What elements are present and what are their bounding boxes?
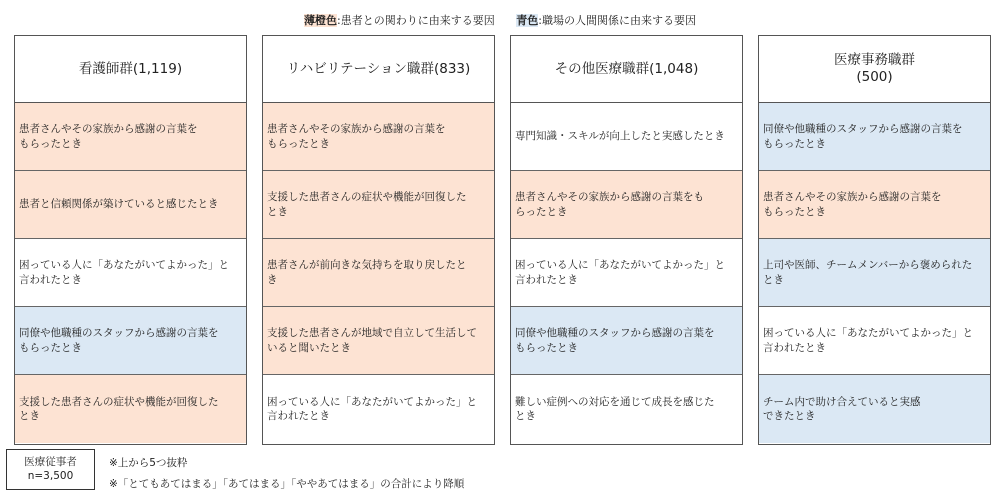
column-title: 医療事務職群 (500)	[759, 36, 990, 103]
legend-blue-key: 青色	[516, 14, 539, 27]
sample-size-box	[6, 449, 95, 490]
ranked-item: 患者さんが前向きな気持ちを取り戻したと き	[263, 239, 494, 307]
ranked-item: 困っている人に「あなたがいてよかった」と 言われたとき	[263, 375, 494, 443]
column-other-medical	[510, 35, 743, 445]
ranked-item: 患者さんやその家族から感謝の言葉をも らったとき	[511, 171, 742, 239]
ranked-item: 支援した患者さんの症状や機能が回復した とき	[15, 375, 246, 443]
ranked-item: 専門知識・スキルが向上したと実感したとき	[511, 103, 742, 171]
ranked-item: 患者と信頼関係が築けていると感じたとき	[15, 171, 246, 239]
ranked-item: 患者さんやその家族から感謝の言葉を もらったとき	[759, 171, 990, 239]
legend-blue-text: :職場の人間関係に由来する要因	[538, 14, 696, 27]
ranked-item: 支援した患者さんが地域で自立して生活して いると聞いたとき	[263, 307, 494, 375]
legend-orange-key: 薄橙色	[304, 14, 338, 27]
sample-label: 医療従事者	[24, 455, 77, 468]
ranked-item: 困っている人に「あなたがいてよかった」と 言われたとき	[511, 239, 742, 307]
ranked-item: 同僚や他職種のスタッフから感謝の言葉を もらったとき	[511, 307, 742, 375]
ranked-item: 支援した患者さんの症状や機能が回復した とき	[263, 171, 494, 239]
ranked-item: 患者さんやその家族から感謝の言葉を もらったとき	[263, 103, 494, 171]
column-title: 看護師群(1,119)	[15, 36, 246, 103]
column-medical-office	[758, 35, 991, 445]
column-rehabilitation	[262, 35, 495, 445]
ranked-item: チーム内で助け合えていると実感 できたとき	[759, 375, 990, 443]
ranked-item: 同僚や他職種のスタッフから感謝の言葉を もらったとき	[15, 307, 246, 375]
note-excerpt: ※上から5つ抜粋	[109, 457, 188, 469]
legend-blue	[516, 12, 696, 28]
ranked-item: 同僚や他職種のスタッフから感謝の言葉を もらったとき	[759, 103, 990, 171]
ranked-item: 困っている人に「あなたがいてよかった」と 言われたとき	[15, 239, 246, 307]
sample-n: n=3,500	[27, 469, 74, 482]
ranked-item: 患者さんやその家族から感謝の言葉を もらったとき	[15, 103, 246, 171]
legend-orange	[304, 12, 495, 28]
note-sort-order: ※「とてもあてはまる」「あてはまる」「ややあてはまる」の合計により降順	[109, 478, 465, 490]
column-title: リハビリテーション職群(833)	[263, 36, 494, 103]
ranked-item: 困っている人に「あなたがいてよかった」と 言われたとき	[759, 307, 990, 375]
legend-orange-text: :患者との関わりに由来する要因	[337, 14, 495, 27]
column-nurse	[14, 35, 247, 445]
ranked-item: 難しい症例への対応を通じて成長を感じた とき	[511, 375, 742, 443]
ranked-item: 上司や医師、チームメンバーから褒められた とき	[759, 239, 990, 307]
legend	[0, 12, 1000, 28]
column-title: その他医療職群(1,048)	[511, 36, 742, 103]
